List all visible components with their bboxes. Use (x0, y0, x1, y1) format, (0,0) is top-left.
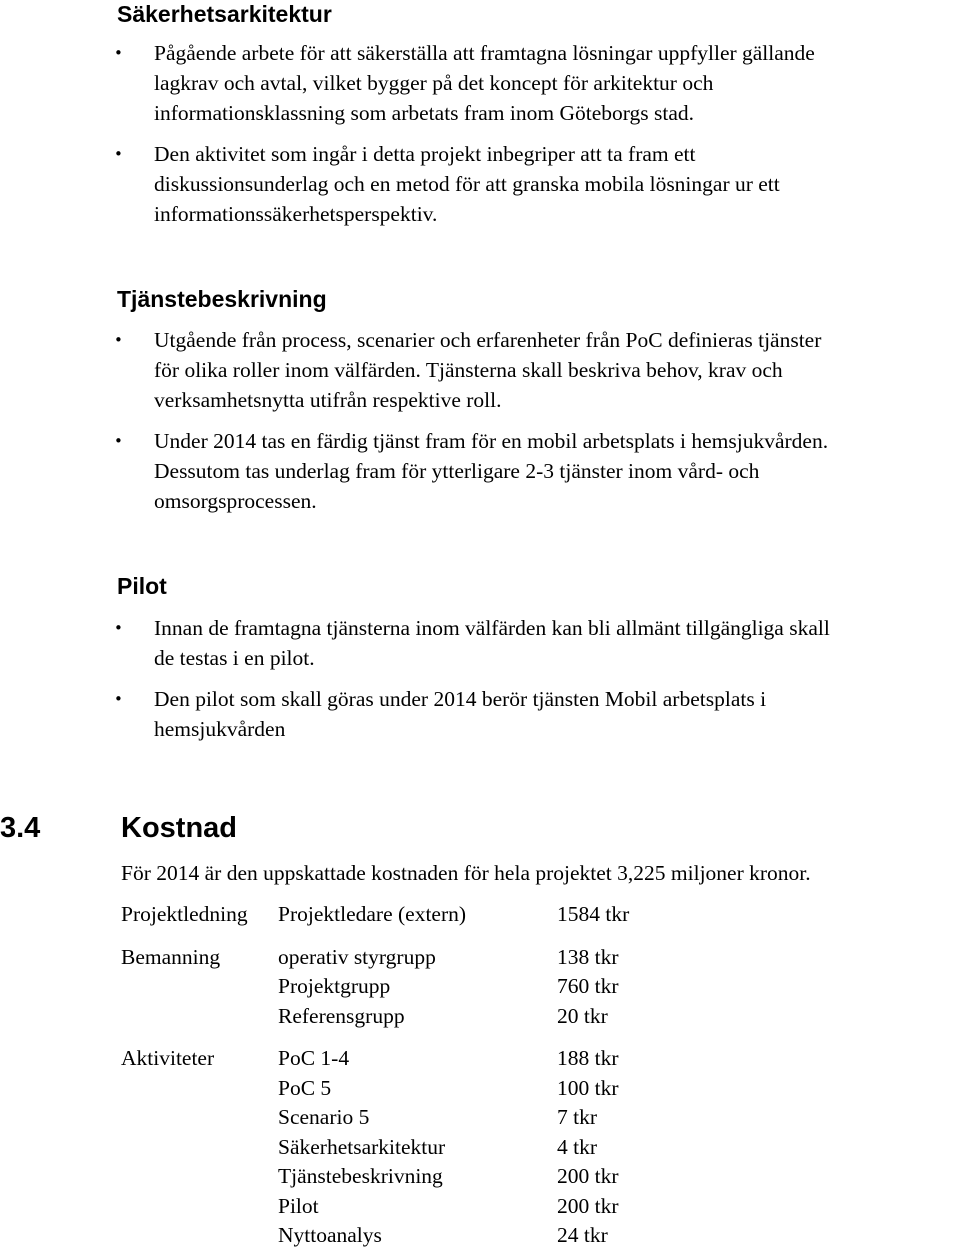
bullet-text (154, 684, 960, 744)
section-heading-security: Säkerhetsarkitektur (117, 1, 332, 27)
bullet-text (154, 613, 960, 673)
cost-item-cell: Säkerhetsarkitektur (278, 1134, 446, 1159)
cost-item-cell: operativ styrgrupp (278, 944, 436, 969)
table-row (121, 1074, 677, 1104)
cost-item-cell: PoC 1-4 (278, 1046, 350, 1070)
cost-category-cell (121, 972, 278, 1002)
list-item (0, 613, 960, 673)
list-item (0, 325, 960, 415)
cost-category-cell: Projektledning (121, 902, 248, 926)
cost-category-cell (121, 1133, 278, 1163)
section-heading-pilot: Pilot (117, 573, 167, 599)
cost-item-cell: Projektledare (extern) (278, 902, 467, 926)
text-line: informationsklassning som arbetats fram inom Göteborgs stad. (154, 101, 695, 125)
text-line: Innan de framtagna tjänsterna inom välfärden kan bli allmänt tillgängliga skall (154, 616, 830, 640)
text-line: Den pilot som skall göras under 2014 berör tjänsten Mobil arbetsplats i (154, 687, 767, 711)
list-item (0, 38, 960, 128)
text-line: Den aktivitet som ingår i detta projekt inbegriper att ta fram ett (154, 142, 696, 166)
cost-item-cell: Projektgrupp (278, 974, 391, 998)
text-line: för olika roller inom välfärden. Tjänsterna skall beskriva behov, krav och (154, 358, 783, 382)
text-line: hemsjukvården (154, 717, 286, 741)
cost-item-cell: Pilot (278, 1193, 319, 1218)
section-heading-service: Tjänstebeskrivning (117, 286, 327, 312)
cost-amount-cell: 100 tkr (557, 1075, 619, 1100)
table-row (121, 1031, 677, 1074)
cost-amount-cell: 20 tkr (557, 1003, 608, 1028)
table-row (121, 900, 677, 930)
cost-intro-paragraph: För 2014 är den uppskattade kostnaden för hela projektet 3,225 miljoner kronor. (121, 861, 811, 885)
table-row (121, 1162, 677, 1192)
text-line: Pågående arbete för att säkerställa att framtagna lösningar uppfyller gällande (154, 41, 815, 65)
text-line: Under 2014 tas en färdig tjänst fram för en mobil arbetsplats i hemsjukvården. (154, 429, 829, 453)
chapter-number: 3.4 (0, 812, 41, 844)
cost-amount-cell: 24 tkr (557, 1223, 608, 1247)
cost-table (121, 900, 677, 1251)
list-item (0, 139, 960, 229)
list-item (0, 426, 960, 516)
cost-category-cell: Aktiviteter (121, 1046, 215, 1070)
cost-amount-cell: 760 tkr (557, 974, 619, 998)
cost-category-cell (121, 1192, 278, 1222)
service-bullet-list (0, 325, 960, 516)
table-row (121, 1221, 677, 1251)
cost-table-body (121, 900, 677, 1251)
table-row (121, 1002, 677, 1032)
text-line: Dessutom tas underlag fram för ytterligare 2-3 tjänster inom vård- och (154, 459, 760, 483)
cost-item-cell: Tjänstebeskrivning (278, 1164, 443, 1188)
bullet-icon: • (114, 331, 123, 349)
bullet-icon: • (114, 145, 123, 163)
table-row (121, 1192, 677, 1222)
list-item (0, 684, 960, 744)
bullet-text (154, 139, 960, 229)
bullet-text (154, 426, 960, 516)
cost-amount-cell: 188 tkr (557, 1046, 619, 1070)
cost-item-cell: Nyttoanalys (278, 1223, 382, 1247)
cost-category-cell (121, 1221, 278, 1251)
cost-amount-cell: 1584 tkr (557, 902, 630, 926)
bullet-icon: • (114, 690, 123, 708)
cost-item-cell: PoC 5 (278, 1075, 332, 1100)
text-line: Utgående från process, scenarier och erfarenheter från PoC definieras tjänster (154, 328, 822, 352)
text-line: de testas i en pilot. (154, 646, 315, 670)
table-row (121, 1103, 677, 1133)
text-line: verksamhetsnytta utifrån respektive roll. (154, 388, 502, 412)
table-row (121, 930, 677, 973)
cost-amount-cell: 7 tkr (557, 1105, 598, 1129)
cost-amount-cell: 138 tkr (557, 944, 619, 969)
cost-amount-cell: 4 tkr (557, 1134, 598, 1159)
text-line: diskussionsunderlag och en metod för att granska mobila lösningar ur ett (154, 172, 780, 196)
text-line: omsorgsprocessen. (154, 489, 317, 513)
table-row (121, 1133, 677, 1163)
bullet-icon: • (114, 44, 123, 62)
table-row (121, 972, 677, 1002)
text-line: lagkrav och avtal, vilket bygger på det koncept för arkitektur och (154, 71, 714, 95)
chapter-title: Kostnad (121, 812, 237, 844)
bullet-text (154, 38, 960, 128)
cost-category-cell: Bemanning (121, 944, 221, 969)
cost-category-cell (121, 1002, 278, 1032)
cost-amount-cell: 200 tkr (557, 1193, 619, 1218)
security-bullet-list (0, 38, 960, 229)
cost-category-cell (121, 1074, 278, 1104)
cost-amount-cell: 200 tkr (557, 1164, 619, 1188)
cost-category-cell (121, 1162, 278, 1192)
bullet-text (154, 325, 960, 415)
cost-item-cell: Referensgrupp (278, 1003, 405, 1028)
pilot-bullet-list (0, 613, 960, 744)
cost-category-cell (121, 1103, 278, 1133)
bullet-icon: • (114, 619, 123, 637)
bullet-icon: • (114, 432, 123, 450)
text-line: informationssäkerhetsperspektiv. (154, 202, 438, 226)
cost-item-cell: Scenario 5 (278, 1105, 370, 1129)
